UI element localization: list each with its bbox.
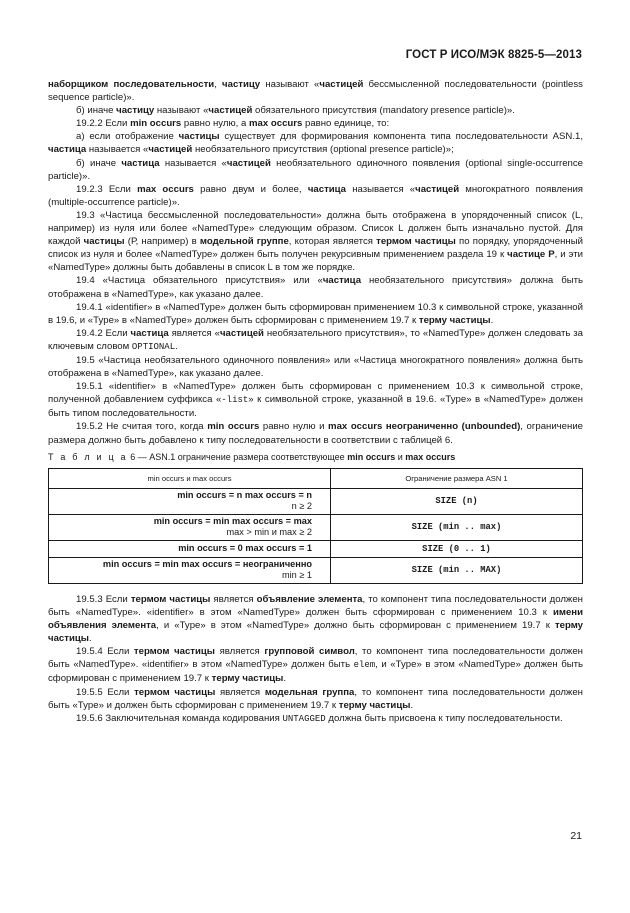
paragraph: 19.5.4 Если термом частицы является групповой символ, то компонент типа последовательности должен быть «NamedType». «identifier» в этом «NamedType» должен быть elem, и «Type» в этом «NamedType» должен быть сформирован с применением 19.7 к терму частицы. [48,646,584,685]
paragraph: 19.5 «Частица необязательного одиночного появления» или «Частица многократного появления» должна быть отображена в «NamedType», как указано далее. [48,354,583,380]
table-row [49,488,583,514]
paragraph: 19.5.2 Не считая того, когда min occurs равно нулю и max occurs неограниченно (unbounded), ограничение размера должно быть добавлено к типу последовательности в соответствии с таблицей 6. [48,421,584,446]
constraint-cell [331,514,583,540]
table-row [49,514,583,540]
constraint-cell [331,540,583,557]
occurs-expression: min occurs = min max occurs = неограниченно [102,558,312,569]
table-caption [48,451,583,464]
paragraph: б) иначе частицу называют «частицей обязательного присутствия (mandatory presence particle)». [76,105,515,117]
page-number: 21 [570,830,582,842]
page-header: ГОСТ Р ИСО/МЭК 8825-5—2013 [405,49,582,61]
paragraph: б) иначе частица называется «частицей необязательного одиночного появления (optional single-occurrence particle)». [48,157,584,182]
constraint-cell [331,557,583,583]
paragraph: 19.4.2 Если частица является «частицей необязательного присутствия», то «NamedType» должен следовать за ключевым словом OPTIONAL. [48,327,583,352]
paragraph: 19.5.1 «identifier» в «NamedType» должен быть сформирован с применением 10.3 к символьной строке, полученной добавлением суффикса «-list» к символьной строке, указанной в 19.6. «Type» в «NamedType» должен быть типом последовательности. [48,381,583,420]
occurs-expression: min occurs = min max occurs = max [153,515,312,526]
paragraph: 19.5.5 Если термом частицы является модельная группа, то компонент типа последовательности должен быть «Type» и должен быть сформирован с применением 19.7 к терму частицы. [48,686,583,711]
occurs-cell [49,557,331,583]
occurs-cell [49,488,331,514]
occurs-cell [49,514,331,540]
occurs-condition: min ≥ 1 [281,570,312,581]
constraint-value: SIZE (0 .. 1) [422,543,491,554]
constraint-value: SIZE (min .. MAX) [411,565,502,576]
occurs-condition: max > min и max ≥ 2 [226,527,312,538]
paragraph: 19.4.1 «identifier» в «NamedType» должен быть сформирован применением 10.3 к символьной строке, указанной в 19.6, и «Type» в «NamedType» должен быть сформирован с применением 19.7 к терму частицы. [48,301,583,326]
constraint-value: SIZE (n) [435,496,478,507]
paragraph: 19.2.2 Если min occurs равно нулю, а max occurs равно единице, то: [76,118,390,130]
occurs-expression: min occurs = 0 max occurs = 1 [178,543,312,554]
table-caption-label: Т а б л и ц а [48,451,128,462]
page-body [48,78,583,726]
occurs-cell [49,540,331,557]
col-header-constraint: Ограничение размера ASN 1 [331,468,583,488]
paragraph: 19.2.3 Если max occurs равно двум и более, частица называется «частицей многократного появления (multiple-occurrence particle)». [48,183,583,208]
size-constraint-table [48,468,583,584]
table-row [49,540,583,557]
col-header-occurs: min occurs и max occurs [49,468,331,488]
table-header-row [49,468,583,488]
paragraph: 19.5.3 Если термом частицы является объявление элемента, то компонент типа последовательности должен быть «NamedType». «identifier» в этом «NamedType» должен быть сформирован с применением 10.3 к имени объявления элемента, и «Type» в этом «NamedType» должно быть сформирован с применением 19.7 к терму частицы. [48,593,584,645]
table-row [49,557,583,583]
constraint-cell [331,488,583,514]
paragraph: 19.4 «Частица обязательного присутствия» или «частица необязательного присутствия» должна быть отображена в «NamedType», как указано далее. [48,275,583,300]
occurs-expression: min occurs = n max occurs = n [177,489,312,500]
constraint-value: SIZE (min .. max) [411,522,502,533]
paragraph: а) если отображение частицы существует для формирования компонента типа последовательности ASN.1, частица называется «частицей необязательного присутствия (optional presence particle)»; [48,131,584,156]
paragraph: 19.3 «Частица бессмысленной последовательности» должна быть отображена в упорядоченный список (L, например) из нуля или более «NamedType» следующим образом. Список L должен быть изначально пустой. Для каждой частицы (Р, например) в модельной группе, которая является термом частицы по порядку, упорядоченный список из нуля и более «NamedType» должен быть получен рекурсивным применением раздела 19 к частице Р, и эти «NamedType» должны быть добавлены в список L в том же порядке. [48,209,583,274]
table-caption-text: 6 — ASN.1 ограничение размера соответствующее min occurs и max occurs [130,451,456,462]
paragraph: наборщиком последовательности, частицу называют «частицей бессмысленной последовательности (pointless sequence particle)». [48,79,583,104]
paragraph: 19.5.6 Заключительная команда кодирования UNTAGGED должна быть присвоена к типу последовательности. [76,712,563,724]
occurs-condition: n ≥ 2 [291,501,312,512]
